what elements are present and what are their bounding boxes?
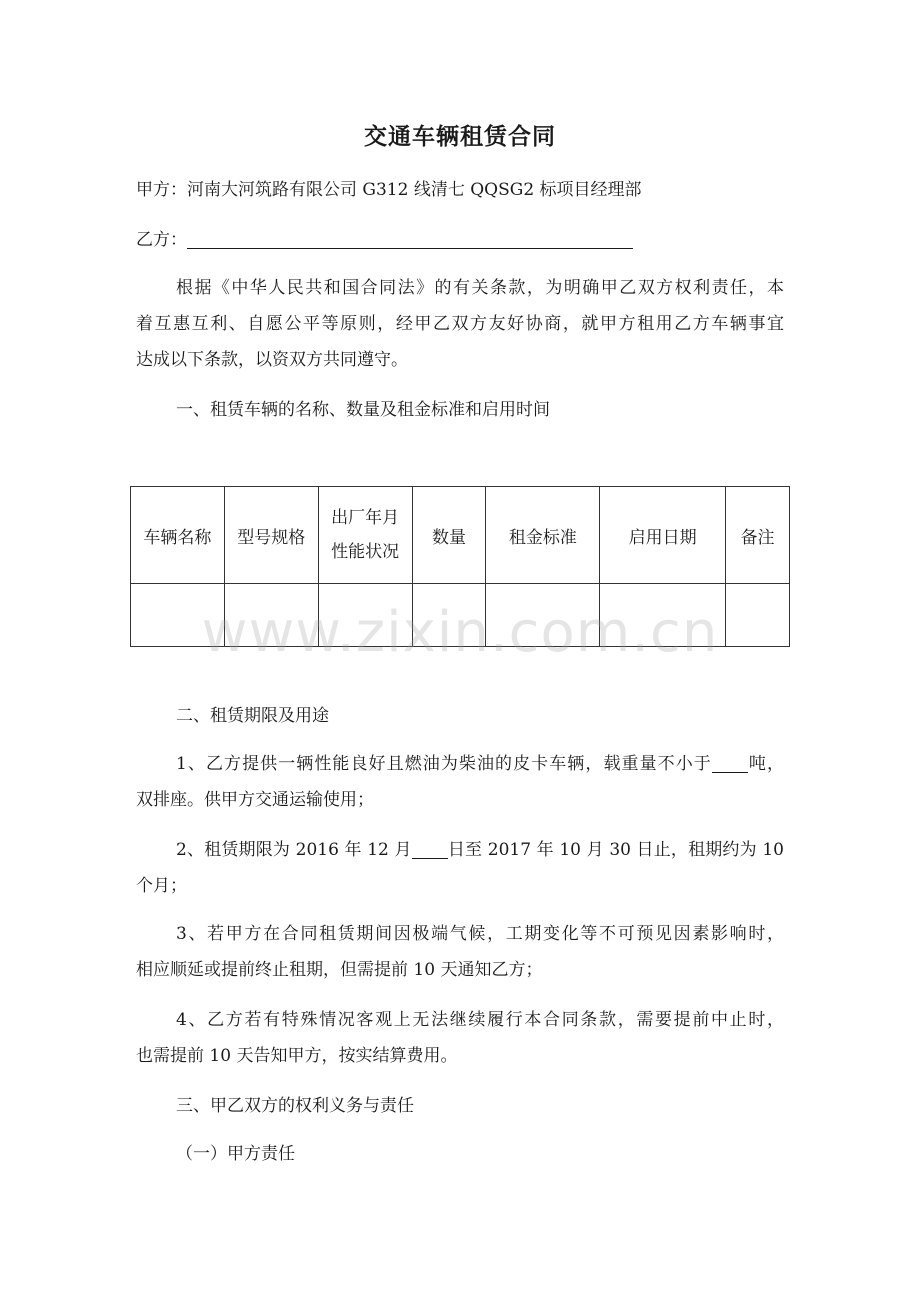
table-cell [486, 584, 600, 647]
table-cell [600, 584, 726, 647]
clause-3-line-1: 3、若甲方在合同租赁期间因极端气候，工期变化等不可预见因素影响时， [176, 924, 784, 944]
document-title: 交通车辆租赁合同 [364, 124, 556, 150]
table-row [131, 584, 790, 647]
table-cell [224, 584, 318, 647]
section-1-heading: 一、租赁车辆的名称、数量及租金标准和启用时间 [176, 400, 550, 420]
clause-1-text-a: 1、乙方提供一辆性能良好且燃油为柴油的皮卡车辆，载重量不小于 [176, 754, 712, 774]
clause-3-line-2: 相应顺延或提前终止租期，但需提前 10 天通知乙方； [136, 960, 543, 980]
table-cell [318, 584, 412, 647]
party-b-blank [187, 228, 633, 249]
table-cell [412, 584, 486, 647]
header-date-condition [318, 487, 412, 584]
clause-2-blank [412, 838, 448, 859]
header-start-date: 启用日期 [600, 487, 726, 584]
section-2-heading: 二、租赁期限及用途 [176, 706, 329, 726]
header-rent-standard: 租金标准 [486, 487, 600, 584]
rental-table [130, 486, 790, 647]
table-cell [726, 584, 790, 647]
intro-line-2: 着互惠互利、自愿公平等原则，经甲乙双方友好协商，就甲方租用乙方车辆事宜 [136, 314, 784, 334]
clause-2-text-b: 日至 2017 年 10 月 30 日止，租期约为 10 [447, 840, 784, 860]
clause-1-text-b: 吨， [747, 754, 784, 774]
header-remarks: 备注 [726, 487, 790, 584]
party-a-line [136, 172, 642, 208]
clause-1-line-2: 双排座。供甲方交通运输使用； [136, 790, 374, 810]
section-3-heading: 三、甲乙双方的权利义务与责任 [176, 1096, 414, 1116]
party-b-label: 乙方： [136, 230, 187, 250]
clause-4-line-1: 4、乙方若有特殊情况客观上无法继续履行本合同条款，需要提前中止时， [176, 1010, 784, 1030]
header-manufacture-date: 出厂年月 [331, 508, 400, 528]
clause-2-line-2: 个月； [136, 876, 187, 896]
header-performance: 性能状况 [331, 542, 400, 562]
table-header-row [131, 487, 790, 584]
clause-1-blank [712, 752, 748, 773]
table-cell [131, 584, 225, 647]
clause-1-line-1 [176, 746, 784, 782]
clause-4-line-2: 也需提前 10 天告知甲方，按实结算费用。 [136, 1046, 458, 1066]
clause-2-line-1 [176, 832, 784, 868]
header-quantity: 数量 [412, 487, 486, 584]
watermark: www.zixin.com.cn [201, 600, 719, 665]
intro-line-3: 达成以下条款，以资双方共同遵守。 [136, 350, 408, 370]
party-a-label: 甲方： [136, 180, 187, 200]
header-model-spec: 型号规格 [224, 487, 318, 584]
clause-2-text-a: 2、租赁期限为 2016 年 12 月 [176, 840, 412, 860]
header-vehicle-name: 车辆名称 [131, 487, 225, 584]
party-a-value: 河南大河筑路有限公司 G312 线清七 QQSG2 标项目经理部 [187, 180, 642, 200]
intro-line-1: 根据《中华人民共和国合同法》的有关条款，为明确甲乙双方权利责任，本 [176, 278, 784, 298]
party-b-line [136, 222, 633, 258]
subsection-1-heading: （一）甲方责任 [176, 1144, 295, 1164]
